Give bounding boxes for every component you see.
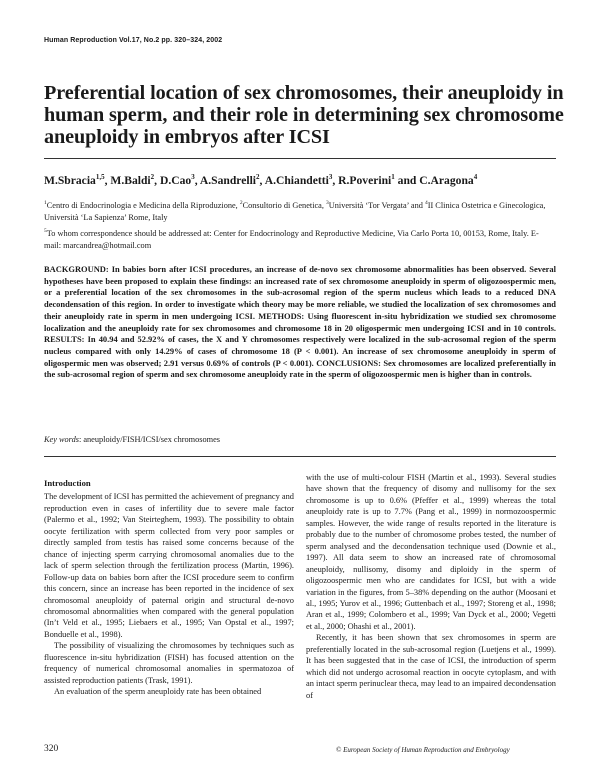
keywords: Key words: aneuploidy/FISH/ICSI/sex chromosomes [44, 435, 221, 444]
body-column-right [306, 472, 556, 701]
abstract: BACKGROUND: In babies born after ICSI procedures, an increase of de-novo sex chromosome abnormalities has been observed. Several hypotheses have been proposed to explain these findings: an increased rate of sex chromosome aneuploidy in sperm of oligozoospermic men, or a preferential location of the sex chromosomes in the sub-acrosomal region of the sperm nucleus which leads to a reduced DNA decondensation of this region. In order to investigate which theory may be more reliable, we studied the localization of sex chromosomes and their aneuploidy rate in sperm in men undergoing ICSI. METHODS: Using fluorescent in-situ hybridization we studied sex chromosome localization and the aneuploidy rate for sex chromosomes and chromosome 18 in 20 oligospermic men undergoing ICSI and in 10 controls. RESULTS: In 40.94 and 52.92% of cases, the X and Y chromosomes respectively were localized in the sub-acrosomal region of the sperm nucleus compared with only 14.29% of cases of chromosome 18 (P < 0.001). An increase of sex chromosome aneuploidy in sperm of oligospermic men was observed; 2.91 versus 0.69% of controls (P < 0.001). CONCLUSIONS: Sex chromosomes are localized preferentially in the sub-acrosomal region of sperm and sex chromosome aneuploidy rate in the sperm of oligozoospermic men is higher than in controls. [44, 264, 556, 380]
author: A.Chiandetti [264, 173, 329, 187]
divider-bottom [44, 456, 556, 457]
author: C.Aragona [419, 173, 474, 187]
author: D.Cao [159, 173, 192, 187]
author: M.Sbracia [44, 173, 96, 187]
correspondence-note: $^5$To whom correspondence should be addressed at: Center for Endocrinology and Reproductive Medicine, Via Carlo Porta 10, 00153, Rome, Italy. E-mail: marcandrea@hotmail.com [44, 228, 539, 250]
body-column-left [44, 478, 294, 698]
copyright-notice: © European Society of Human Reproduction and Embryology [336, 746, 510, 754]
paragraph: The development of ICSI has permitted the achievement of pregnancy and reproduction even in cases of infertility due to severe male factor (Palermo et al., 1992; Van Steirteghem, 1993). The possibility to obtain oocyte fertilization with sperm collected from very poor samples or directly sampled from testis has raised some concerns because of the chance of injecting sperm carrying chromosomal anomalies due to the lack of sperm selection through the fertilization process (Martin, 1996). Follow-up data on babies born after the ICSI procedure seem to confirm this concern, since an increase has been reported in the incidence of sex chromosomal aneuploidy of paternal origin and structural de-novo chromosomal abnormalities when compared with the general population (In’t Veld et al., 1995; Liebaers et al., 1995; Van Opstal et al., 1997; Bonduelle et al., 1998). [44, 492, 294, 639]
journal-citation: Human Reproduction Vol.17, No.2 pp. 320–324, 2002 [44, 37, 223, 44]
article-title: Preferential location of sex chromosomes, their aneuploidy in human sperm, and their role in determining sex chromosome aneuploidy in embryos after ICSI [44, 82, 564, 148]
author-list: M.Sbracia$^{1,5}$, M.Baldi$^2$, D.Cao$^3$, A.Sandrelli$^2$, A.Chiandetti$^3$, R.Poverini$^1$ and C.Aragona$^4$ [44, 173, 478, 187]
paragraph: The possibility of visualizing the chromosomes by techniques such as fluorescence in-situ hybridization (FISH) has focused attention on the frequency of numerical chromosomal anomalies in spermatozoa of assisted reproduction patients (Trask, 1991). [44, 641, 294, 685]
author: A.Sandrelli [199, 173, 257, 187]
paragraph: with the use of multi-colour FISH (Martin et al., 1993). Several studies have shown that the frequency of disomy and nullisomy for the sex chromosome is up to 0.6% (Pfeffer et al., 1999) whereas the total aneuploidy rate is up to 7.7% (Pang et al., 1999) in normozoospermic samples. However, the wide range of results reported in the literature is probably due to the number of chromosome probes tested, the number of sperm analysed and the decondensation technique used (Downie et al., 1997). All data seem to show an increased rate of chromosomal aneuploidy, nullisomy, disomy and diploidy in the sperm of oligozoospermic men who are candidates for ICSI, but with a wide variation in the figures, from 5–38% depending on the author (Moosani et al., 1995; Yurov et al., 1996; Guttenbach et al., 1997; Storeng et al., 1998; Aran et al., 1999; Colombero et al., 1999; Van Dyck et al., 2000; Vegetti et al., 2000; Ohashi et al., 2001). [306, 473, 556, 631]
author: R.Poverini [338, 173, 392, 187]
page-number: 320 [44, 744, 59, 754]
author: M.Baldi [110, 173, 151, 187]
section-heading-introduction: Introduction [44, 478, 91, 488]
paragraph: Recently, it has been shown that sex chromosomes in sperm are preferentially located in the sub-acrosomal region (Luetjens et al., 1999). It has been suggested that in the case of ICSI, the introduction of sperm which did not undergo acrosomal reaction in oocyte cytoplasm, and with an intact sperm perinuclear theca, may lead to an impaired decondensation of [306, 633, 556, 700]
paragraph: An evaluation of the sperm aneuploidy rate has been obtained [54, 687, 262, 697]
divider-top [44, 158, 556, 159]
affiliations: $^1$Centro di Endocrinologia e Medicina della Riproduzione, $^2$Consultorio di Genetica, $^3$Università ‘Tor Vergata’ and $^4$II Clinica Ostetrica e Ginecologica, Università ‘La Sapienza’ Rome, Italy [44, 200, 546, 222]
